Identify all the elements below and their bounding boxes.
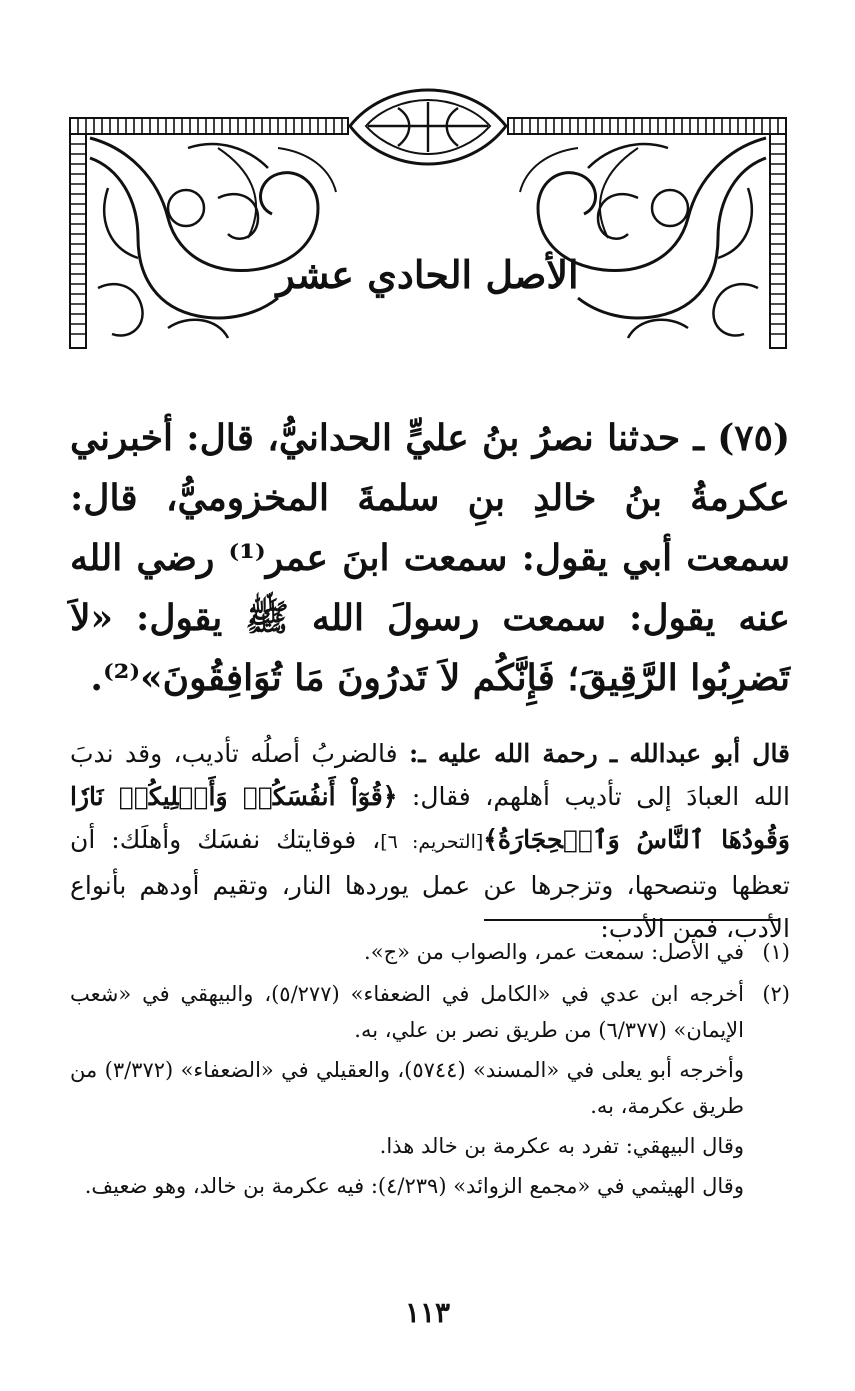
commentary-paragraph	[70, 732, 790, 950]
footnote-line: أخرجه ابن عدي في «الكامل في الضعفاء» (٥/٢٧٧)، والبيهقي في «شعب الإيمان» (٦/٣٧٧) من طريق نصر بن علي، به.	[70, 982, 744, 1042]
footnote-number: (٢)	[762, 982, 790, 1006]
verse-reference: [التحريم: ٦]	[380, 831, 484, 853]
footnote-line: في الأصل: سمعت عمر، والصواب من «ج».	[364, 940, 744, 964]
footnote-line: وقال الهيثمي في «مجمع الزوائد» (٤/٢٣٩): فيه عكرمة بن خالد، وهو ضعيف.	[84, 1174, 744, 1198]
commentary-part-2: ، فوقايتك نفسَك وأهلَك: أن تعظها وتنصحها، وتزجرها عن عمل يوردها النار، وتقيم أودهم بأنواع الأدب، فمن الأدب:	[70, 825, 790, 943]
footnote-line: وقال البيهقي: تفرد به عكرمة بن خالد هذا.	[379, 1134, 744, 1158]
footnote-1	[70, 934, 790, 970]
ornament-frame-icon	[68, 88, 788, 350]
quran-verse: ﴿قُوٓاْ أَنفُسَكُمۡ وَأَهۡلِيكُمۡ نَارٗا وَقُودُهَا ٱلنَّاسُ وَٱلۡحِجَارَةُ﴾	[70, 782, 790, 854]
footnote-2	[70, 976, 790, 1204]
commentary-part-1: فالضربُ أصلُه تأديب، وقد ندبَ الله العبادَ إلى تأديب أهلهم، فقال:	[70, 739, 790, 811]
footnotes	[70, 934, 790, 1210]
page-number: ١١٣	[404, 1296, 451, 1329]
footnote-number: (١)	[762, 940, 790, 964]
hadith-paragraph	[70, 408, 790, 708]
footnote-line: وأخرجه أبو يعلى في «المسند» (٥٧٤٤)، والعقيلي في «الضعفاء» (٣/٣٧٢) من طريق عكرمة، به.	[70, 1058, 744, 1118]
commentary-lead: قال أبو عبدالله ـ رحمة الله عليه ـ:	[409, 739, 791, 768]
hadith-number: (٧٥)	[717, 417, 790, 459]
chapter-title: الأصل الحادي عشر	[276, 252, 579, 297]
main-text	[70, 408, 790, 950]
footnote-divider	[484, 919, 780, 921]
hadith-text: ـ حدثنا نصرُ بنُ عليٍّ الحدانيُّ، قال: أخبرني عكرمةُ بنُ خالدِ بنِ سلمةَ المخزوميُّ، قال: سمعت أبي يقول: سمعت ابنَ عمر⁽¹⁾ رضي الله عنه يقول: سمعت رسولَ الله ﷺ يقول: «لاَ تَضرِبُوا الرَّقِيقَ؛ فَإِنَّكُم لاَ تَدرُونَ مَا تُوَافِقُونَ»⁽²⁾.	[70, 417, 790, 699]
chapter-header-ornament	[68, 88, 788, 350]
